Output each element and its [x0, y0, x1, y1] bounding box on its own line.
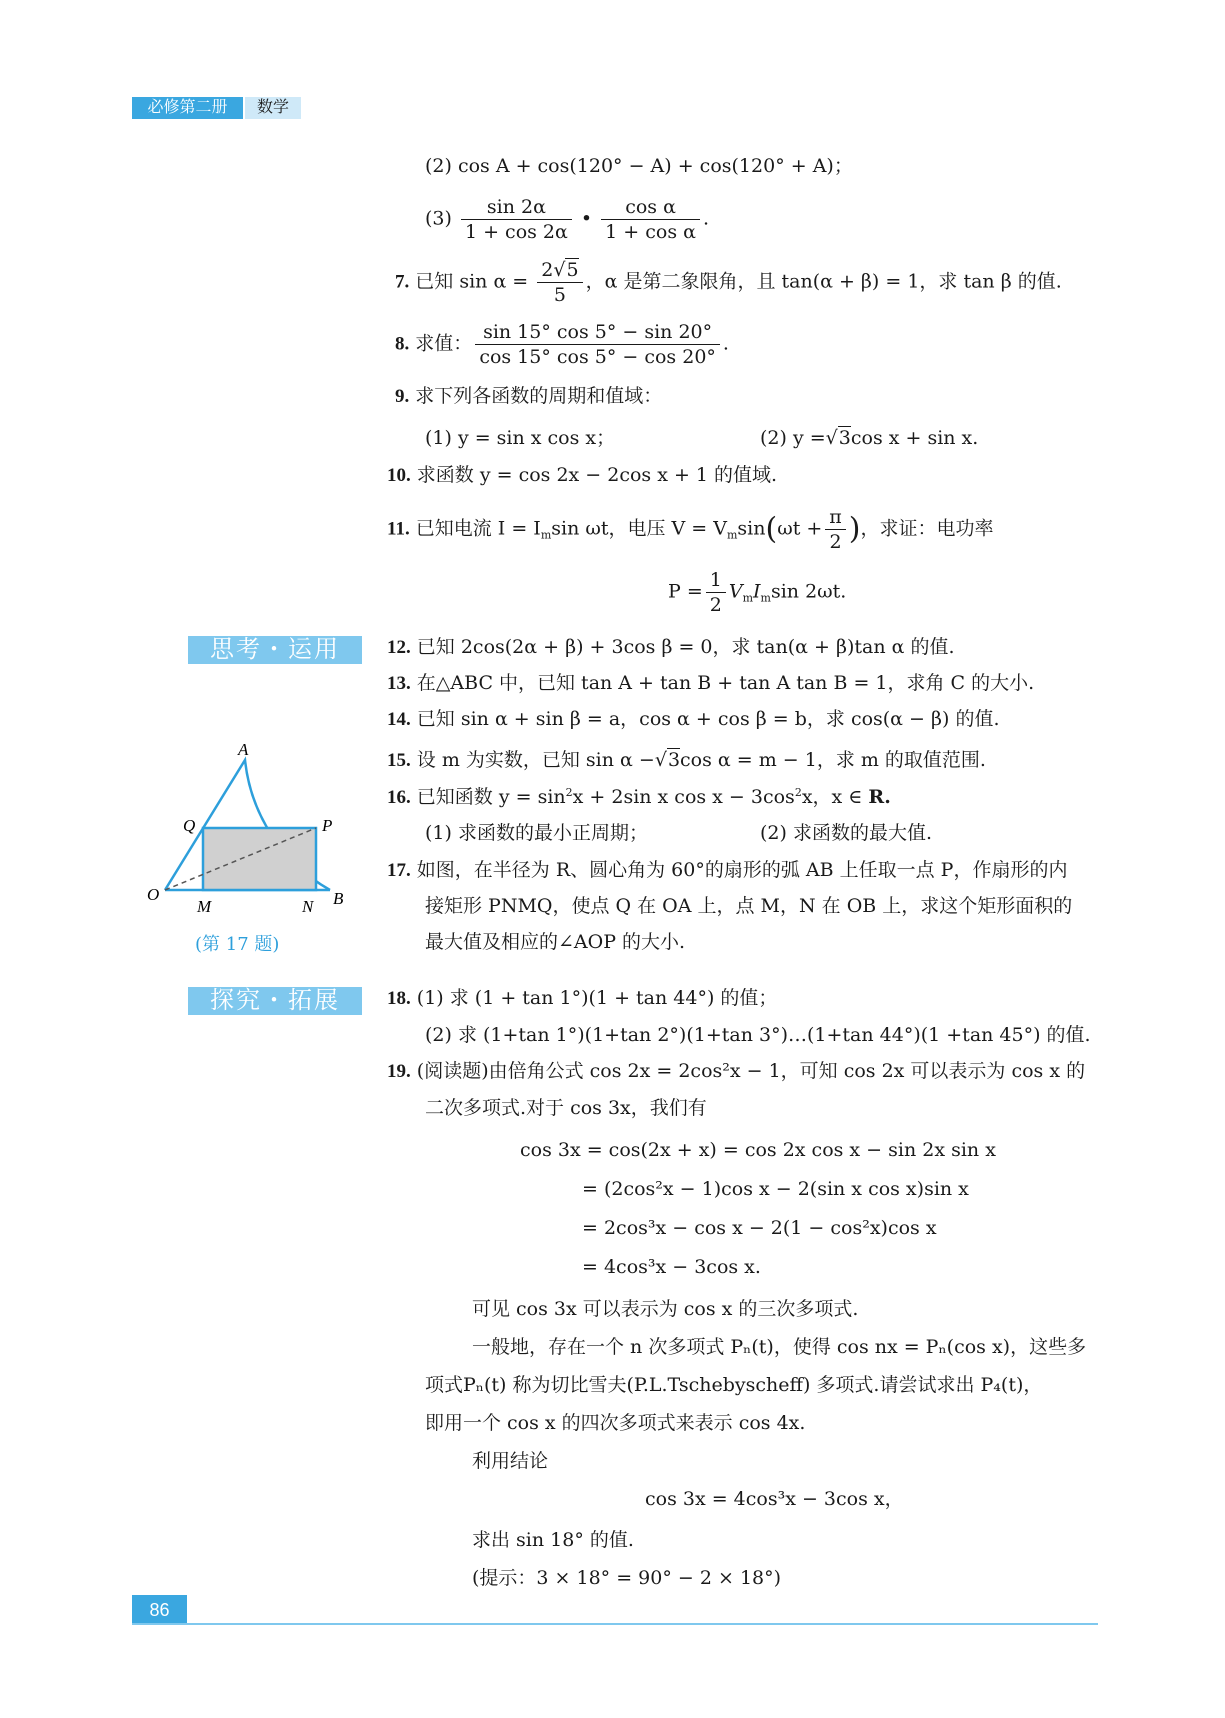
label-M: M [197, 897, 212, 916]
problem-13: 13. 在△ABC 中，已知 tan A + tan B + tan A tan B = 1，求角 C 的大小. [387, 672, 1035, 694]
problem-number: 11. [387, 518, 410, 540]
problem-10: 10. 求函数 y = cos 2x − 2cos x + 1 的值域. [387, 464, 778, 486]
problem-14: 14. 已知 sin α + sin β = a，cos α + cos β = b，求 cos(α − β) 的值. [387, 708, 1000, 730]
fraction: $\frac{2√5}{5}$ [537, 258, 582, 307]
book-title: 必修第二册 [132, 97, 243, 119]
label-A: A [238, 740, 249, 759]
problem-16-part-2: (2) 求函数的最大值. [760, 822, 932, 844]
inscribed-rectangle [203, 828, 316, 890]
fraction: $\frac{\text{cos α}}{\text{1 + cos α}}$ [601, 195, 700, 244]
conclusion-line-7: 求出 sin 18° 的值. [472, 1529, 634, 1551]
dot: • [580, 207, 593, 230]
conclusion-line-5: 利用结论 [472, 1450, 549, 1472]
problem-number: 16. [387, 787, 411, 808]
label-O: O [147, 885, 160, 904]
problem-11: 11. 已知电流 $I = I_m\sin$ ωt，电压 $V = V_m\sin(\omega t$ + $\frac{\pi}{2}$ )，求证：电功率 [387, 506, 994, 553]
conclusion-line-3: 项式Pₙ(t) 称为切比雪夫(P.L.Tschebyscheff) 多项式.请尝试求出 P₄(t)， [425, 1374, 1043, 1396]
conclusion-line-4: 即用一个 cos x 的四次多项式来表示 cos 4x. [425, 1412, 806, 1434]
problem-6-part-3: (3) $\frac{\sin 2\alpha}{1 + \cos 2\alpha}$ • $\frac{\text{cos α}}{\text{1 + cos α}}$ . [425, 196, 710, 243]
problem-number: 19. [387, 1061, 411, 1082]
problem-19-line-2: 二次多项式.对于 cos 3x，我们有 [425, 1097, 707, 1119]
problem-17-line-1: 17. 如图，在半径为 R、圆心角为 60°的扇形的弧 AB 上任取一点 P，作扇形的内 [387, 859, 1068, 881]
problem-number: 9. [395, 386, 410, 407]
problem-19-line-1: 19. (阅读题)由倍角公式 cos 2x = 2cos²x − 1，可知 cos 2x 可以表示为 cos x 的 [387, 1060, 1086, 1082]
problem-number: 15. [387, 750, 411, 771]
derivation-line-2: = (2cos²x − 1)cos x − 2(sin x cos x)sin x [582, 1178, 969, 1200]
section-label-think-apply: 思考・运用 [188, 636, 362, 664]
problem-16: 16. 已知函数 $y = \sin^2x + 2\sin$ x $\cos x - 3\cos^2x$，x ∈ R. [387, 786, 891, 808]
derivation-line-1: cos 3x = cos(2x + x) = cos 2x cos x − sin 2x sin x [520, 1139, 996, 1161]
footer-rule [132, 1623, 1098, 1625]
problem-9: 9. 求下列各函数的周期和值域： [395, 385, 663, 407]
problem-17-line-2: 接矩形 PNMQ，使点 Q 在 OA 上，点 M，N 在 OB 上，求这个矩形面积的 [425, 895, 1073, 917]
section-label-explore-extend: 探究・拓展 [188, 987, 362, 1015]
problem-number: 12. [387, 637, 411, 658]
label-N: N [302, 897, 314, 916]
fraction: $\frac{\pi}{2}$ [825, 505, 846, 554]
problem-12: 12. 已知 2cos(2α + β) + 3cos β = 0，求 tan(α + β)tan α 的值. [387, 636, 955, 658]
problem-7: 7. 已知 sin α = $\frac{2√5}{5}$ ，α 是第二象限角，且 tan(α + β) = 1，求 tan β 的值. [395, 259, 1062, 306]
figure-caption: (第 17 题) [195, 934, 280, 955]
page-number: 86 [132, 1595, 187, 1625]
conclusion-line-2: 一般地，存在一个 n 次多项式 Pₙ(t)，使得 cos nx = Pₙ(cos x)，这些多 [472, 1336, 1087, 1358]
subject-title: 数学 [245, 97, 301, 119]
problem-number: 13. [387, 673, 411, 694]
problem-number: 7. [395, 271, 410, 293]
problem-17-line-3: 最大值及相应的∠AOP 的大小. [425, 931, 686, 953]
fraction: $\frac{\sin 15^\circ \cos 5^\circ - \sin 20^\circ}{\cos 15^\circ \cos 5^\circ - \cos 20^\circ}$ [475, 320, 720, 369]
conclusion-line-1: 可见 cos 3x 可以表示为 cos x 的三次多项式. [472, 1298, 859, 1320]
problem-8: 8. 求值： $\frac{\sin 15^\circ \cos 5^\circ - \sin 20^\circ}{\cos 15^\circ \cos 5^\circ - \cos 20^\circ}$ . [395, 321, 729, 368]
conclusion-formula: cos 3x = 4cos³x − 3cos x， [645, 1488, 904, 1510]
problem-number: 10. [387, 465, 411, 486]
problem-16-part-1: (1) 求函数的最小正周期； [425, 822, 648, 844]
label-P: P [322, 816, 333, 835]
problem-6-part-2: (2) cos A + cos(120° − A) + cos(120° + A)； [425, 155, 853, 177]
fraction: $\frac{1}{2}$ [706, 568, 726, 617]
problem-number: 8. [395, 333, 410, 355]
label-B: B [333, 889, 344, 908]
problem-number: 17. [387, 860, 411, 881]
problem-11-equation: P = $\frac{1}{2}$ $V_mI_m\sin$ 2ωt. [668, 569, 847, 616]
problem-18-part-1: 18. (1) 求 (1 + tan 1°)(1 + tan 44°) 的值； [387, 987, 778, 1009]
problem-9-part-2: (2) y =√3cos x + sin x. [760, 427, 979, 449]
derivation-line-3: = 2cos³x − cos x − 2(1 − cos²x)cos x [582, 1217, 937, 1239]
problem-number: 14. [387, 709, 411, 730]
problem-number: 18. [387, 988, 411, 1009]
problem-15: 15. 设 m 为实数，已知 sin α −√3cos α = m − 1，求 m 的取值范围. [387, 749, 986, 771]
derivation-line-4: = 4cos³x − 3cos x. [582, 1256, 761, 1278]
problem-9-part-1: (1) y = sin x cos x； [425, 427, 616, 449]
fraction: $\frac{\sin 2\alpha}{1 + \cos 2\alpha}$ [461, 195, 572, 244]
sector-diagram [145, 740, 355, 920]
part-label: (3) [425, 207, 452, 230]
label-Q: Q [183, 816, 196, 835]
hint: (提示：3 × 18° = 90° − 2 × 18°) [472, 1567, 782, 1589]
problem-18-part-2: (2) 求 (1+tan 1°)(1+tan 2°)(1+tan 3°)…(1+tan 44°)(1 +tan 45°) 的值. [425, 1024, 1091, 1046]
